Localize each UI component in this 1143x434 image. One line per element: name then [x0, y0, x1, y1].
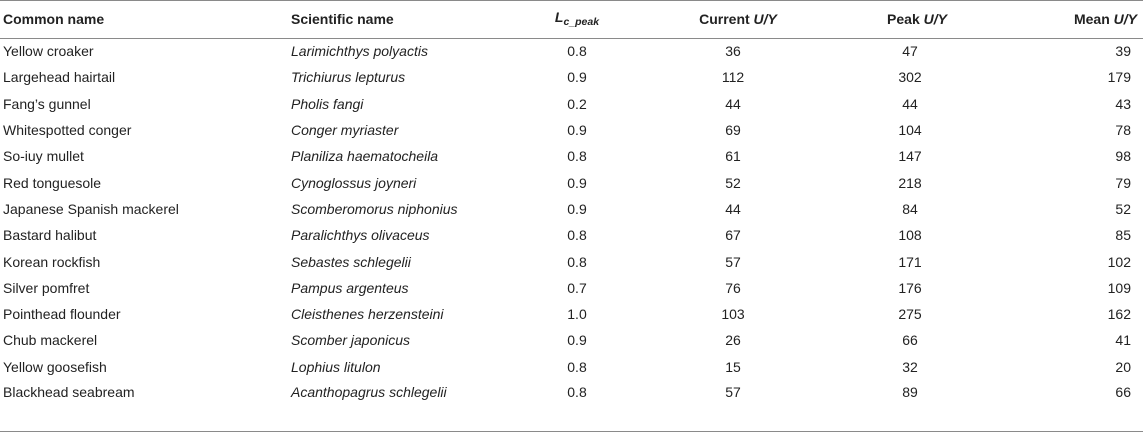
cell-common-name: Blackhead seabream — [3, 383, 135, 400]
header-peak-uy — [803, 0, 973, 38]
cell-current-uy: 15 — [725, 358, 741, 375]
cell-current-uy: 57 — [725, 253, 741, 270]
header-current-var: U/Y — [753, 10, 777, 27]
cell-scientific-name: Trichiurus lepturus — [291, 69, 406, 86]
header-peak-prefix: Peak — [887, 10, 924, 27]
table-row — [0, 117, 1143, 143]
cell-current-uy: 52 — [725, 174, 741, 191]
table-row — [0, 327, 1143, 353]
header-lc-peak-main: L — [554, 9, 564, 26]
cell-peak-uy: 66 — [902, 332, 918, 349]
cell-common-name: Yellow goosefish — [3, 358, 107, 375]
bottom-rule — [0, 431, 1143, 432]
cell-scientific-name: Cleisthenes herzensteini — [291, 306, 444, 323]
cell-common-name: Yellow croaker — [3, 43, 94, 60]
cell-current-uy: 69 — [725, 122, 741, 139]
cell-peak-uy: 84 — [902, 200, 918, 217]
cell-current-uy: 112 — [721, 69, 745, 86]
cell-lc-peak: 1.0 — [567, 306, 587, 323]
header-current-uy — [633, 0, 803, 38]
cell-mean-uy: 66 — [1115, 383, 1131, 400]
cell-scientific-name: Sebastes schlegelii — [291, 253, 411, 270]
top-rule — [0, 0, 1143, 1]
cell-mean-uy: 85 — [1115, 227, 1131, 244]
cell-lc-peak: 0.8 — [567, 358, 587, 375]
cell-mean-uy: 43 — [1115, 95, 1131, 112]
header-lc-peak — [521, 0, 633, 38]
cell-peak-uy: 302 — [898, 69, 922, 86]
cell-common-name: Fang’s gunnel — [3, 95, 91, 112]
cell-scientific-name: Larimichthys polyactis — [291, 43, 428, 60]
cell-mean-uy: 78 — [1115, 122, 1131, 139]
cell-peak-uy: 147 — [898, 148, 922, 165]
cell-mean-uy: 41 — [1115, 332, 1131, 349]
cell-lc-peak: 0.9 — [567, 69, 587, 86]
table-row — [0, 169, 1143, 195]
cell-peak-uy: 47 — [902, 43, 918, 60]
cell-peak-uy: 89 — [902, 383, 918, 400]
cell-current-uy: 36 — [725, 43, 741, 60]
cell-current-uy: 44 — [725, 95, 741, 112]
cell-lc-peak: 0.9 — [567, 200, 587, 217]
cell-current-uy: 76 — [725, 279, 741, 296]
cell-scientific-name: Lophius litulon — [291, 358, 381, 375]
table-row — [0, 222, 1143, 248]
cell-peak-uy: 275 — [898, 306, 922, 323]
header-row — [0, 0, 1143, 38]
cell-peak-uy: 32 — [902, 358, 918, 375]
cell-peak-uy: 171 — [898, 253, 922, 270]
cell-common-name: Chub mackerel — [3, 332, 98, 349]
cell-peak-uy: 44 — [902, 95, 918, 112]
cell-lc-peak: 0.9 — [567, 332, 587, 349]
table-row — [0, 143, 1143, 169]
cell-current-uy: 57 — [725, 383, 741, 400]
table-row — [0, 64, 1143, 90]
cell-common-name: Red tonguesole — [3, 174, 102, 191]
cell-scientific-name: Paralichthys olivaceus — [291, 227, 430, 244]
cell-lc-peak: 0.9 — [567, 122, 587, 139]
header-current-prefix: Current — [699, 10, 754, 27]
cell-common-name: Whitespotted conger — [3, 122, 132, 139]
cell-common-name: So-iuy mullet — [3, 148, 84, 165]
cell-peak-uy: 218 — [898, 174, 922, 191]
table-header — [0, 0, 1143, 38]
cell-mean-uy: 162 — [1107, 306, 1131, 323]
cell-common-name: Japanese Spanish mackerel — [3, 200, 179, 217]
cell-peak-uy: 104 — [898, 122, 922, 139]
cell-common-name: Silver pomfret — [3, 279, 90, 296]
header-mean-prefix: Mean — [1073, 10, 1114, 27]
cell-current-uy: 61 — [725, 148, 741, 165]
cell-scientific-name: Scomber japonicus — [291, 332, 411, 349]
cell-peak-uy: 108 — [898, 227, 922, 244]
table-row — [0, 301, 1143, 327]
cell-mean-uy: 109 — [1107, 279, 1131, 296]
cell-lc-peak: 0.8 — [567, 253, 587, 270]
cell-lc-peak: 0.8 — [567, 227, 587, 244]
table-row — [0, 91, 1143, 117]
cell-mean-uy: 179 — [1107, 69, 1131, 86]
header-mean-var: U/Y — [1113, 10, 1137, 27]
cell-scientific-name: Planiliza haematocheila — [291, 148, 439, 165]
table-row — [0, 275, 1143, 301]
cell-current-uy: 103 — [721, 306, 745, 323]
cell-mean-uy: 39 — [1115, 43, 1131, 60]
cell-mean-uy: 20 — [1115, 358, 1131, 375]
cell-current-uy: 44 — [725, 200, 741, 217]
cell-scientific-name: Acanthopagrus schlegelii — [291, 383, 447, 400]
cell-scientific-name: Scomberomorus niphonius — [291, 200, 458, 217]
cell-lc-peak: 0.8 — [567, 43, 587, 60]
table-row — [0, 38, 1143, 64]
header-common-name: Common name — [0, 0, 288, 38]
cell-current-uy: 67 — [725, 227, 741, 244]
table-row — [0, 380, 1143, 406]
cell-lc-peak: 0.2 — [567, 95, 587, 112]
cell-mean-uy: 52 — [1115, 200, 1131, 217]
cell-common-name: Pointhead flounder — [3, 306, 121, 323]
cell-peak-uy: 176 — [898, 279, 922, 296]
cell-common-name: Largehead hairtail — [3, 69, 116, 86]
header-lc-peak-sub: c_peak — [563, 16, 600, 29]
cell-scientific-name: Pampus argenteus — [291, 279, 409, 296]
header-peak-var: U/Y — [923, 10, 947, 27]
table-body — [0, 38, 1143, 406]
table-row — [0, 196, 1143, 222]
header-scientific-name: Scientific name — [288, 0, 521, 38]
cell-mean-uy: 98 — [1115, 148, 1131, 165]
table-row — [0, 248, 1143, 274]
cell-lc-peak: 0.9 — [567, 174, 587, 191]
cell-mean-uy: 79 — [1115, 174, 1131, 191]
cell-lc-peak: 0.7 — [567, 279, 587, 296]
cell-common-name: Korean rockfish — [3, 253, 101, 270]
cell-mean-uy: 102 — [1107, 253, 1131, 270]
header-mean-uy — [973, 0, 1143, 38]
cell-scientific-name: Pholis fangi — [291, 95, 364, 112]
table-row — [0, 354, 1143, 380]
cell-scientific-name: Conger myriaster — [291, 122, 399, 139]
cell-lc-peak: 0.8 — [567, 383, 587, 400]
cell-scientific-name: Cynoglossus joyneri — [291, 174, 417, 191]
cell-common-name: Bastard halibut — [3, 227, 97, 244]
cell-current-uy: 26 — [725, 332, 741, 349]
cell-lc-peak: 0.8 — [567, 148, 587, 165]
